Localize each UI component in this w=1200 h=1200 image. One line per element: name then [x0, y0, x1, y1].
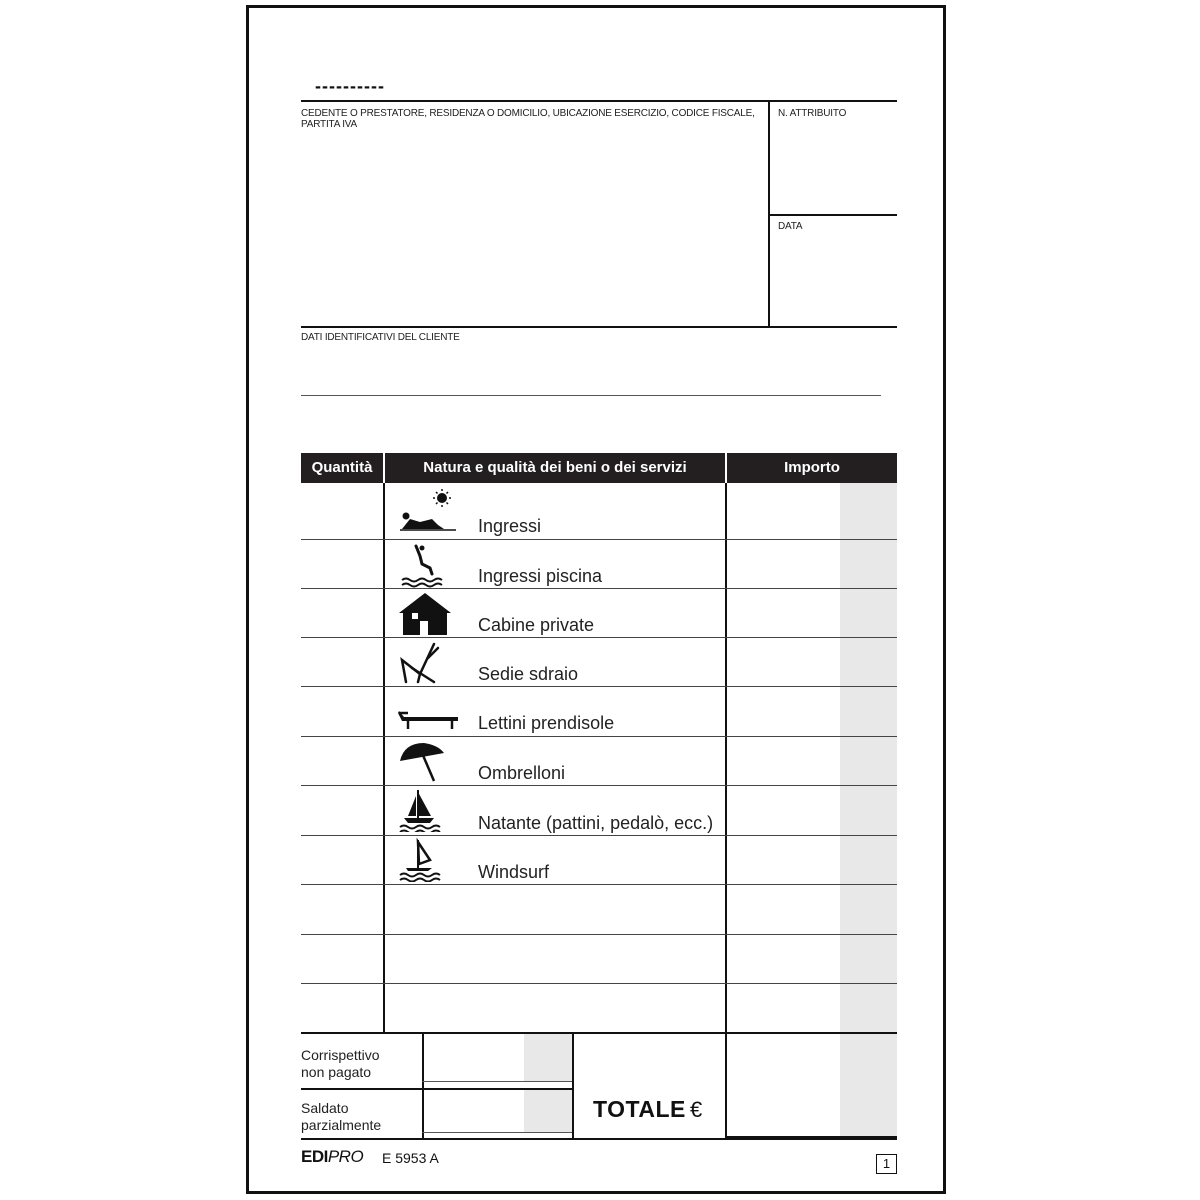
- column-header-quantity: Quantità: [311, 459, 373, 476]
- partial-amount-field[interactable]: [426, 1092, 520, 1132]
- partial-underline: [422, 1132, 572, 1133]
- footer-top-rule: [301, 1032, 897, 1034]
- table-row[interactable]: [301, 687, 897, 737]
- deck-chair-icon: [398, 640, 458, 684]
- item-label: Sedie sdraio: [478, 664, 579, 684]
- unpaid-underline: [422, 1081, 572, 1082]
- seller-label: CEDENTE O PRESTATORE, RESIDENZA O DOMICILIO, UBICAZIONE ESERCIZIO, CODICE FISCALE, PARTITA IVA: [301, 108, 755, 130]
- item-label: Ingressi: [478, 516, 542, 536]
- form-code: E 5953 A: [382, 1150, 439, 1166]
- client-line: [301, 395, 881, 396]
- column-header-amount: Importo: [784, 459, 840, 476]
- table-row[interactable]: [301, 885, 897, 935]
- table-row[interactable]: [301, 836, 897, 885]
- table-row[interactable]: [301, 540, 897, 589]
- client-label: DATI IDENTIFICATIVI DEL CLIENTE: [301, 332, 460, 343]
- number-field[interactable]: [773, 124, 893, 210]
- number-date-divider: [768, 214, 897, 216]
- item-label: Ombrelloni: [478, 763, 566, 783]
- header-bottom-rule: [301, 326, 897, 328]
- date-field[interactable]: [773, 236, 893, 322]
- total-label: TOTALE: [593, 1096, 686, 1122]
- page-number: 1: [876, 1154, 897, 1174]
- footer-divider-1: [422, 1032, 424, 1139]
- table-row[interactable]: [301, 935, 897, 984]
- brand-logo: EDIPRO: [301, 1147, 364, 1166]
- total-decimals-shading: [840, 1034, 897, 1136]
- sunbathing-icon: [398, 489, 458, 533]
- sunbed-icon: [398, 691, 458, 735]
- table-row[interactable]: [301, 589, 897, 638]
- item-label: Windsurf: [478, 862, 550, 882]
- number-label: N. ATTRIBUITO: [778, 108, 847, 119]
- receipt-form: [246, 5, 946, 1194]
- client-field[interactable]: [301, 348, 881, 394]
- cabin-house-icon: [398, 591, 458, 635]
- partial-decimals-shading: [524, 1090, 572, 1132]
- table-row[interactable]: [301, 786, 897, 836]
- receipt-number-placeholder: ----------: [315, 76, 385, 96]
- windsurf-icon: [398, 838, 458, 882]
- footer-bottom-rule: [301, 1138, 897, 1140]
- sailboat-icon: [398, 788, 458, 832]
- seller-field[interactable]: [301, 124, 763, 322]
- unpaid-amount-field[interactable]: [426, 1036, 520, 1080]
- table-row[interactable]: [301, 638, 897, 687]
- header-top-rule: [301, 100, 897, 102]
- currency-symbol: €: [690, 1097, 703, 1122]
- unpaid-decimals-shading: [524, 1034, 572, 1081]
- footer-divider-3: [725, 1032, 727, 1139]
- unpaid-label: Corrispettivo non pagato: [301, 1047, 380, 1080]
- diving-icon: [398, 544, 458, 588]
- table-row[interactable]: [301, 483, 897, 540]
- item-label: Lettini prendisole: [478, 713, 615, 733]
- partial-label: Saldato parzialmente: [301, 1100, 382, 1133]
- umbrella-icon: [398, 739, 458, 783]
- table-row[interactable]: [301, 737, 897, 786]
- table-row[interactable]: [301, 984, 897, 1033]
- item-label: Natante (pattini, pedalò, ecc.): [478, 813, 714, 833]
- column-header-description: Natura e qualità dei beni o dei servizi: [423, 459, 687, 476]
- total-amount-field[interactable]: [729, 1036, 837, 1134]
- total-box-bottom: [725, 1136, 897, 1138]
- table-header: [301, 453, 897, 483]
- footer-divider-2: [572, 1032, 574, 1139]
- date-label: DATA: [778, 221, 803, 232]
- item-label: Cabine private: [478, 615, 595, 635]
- item-label: Ingressi piscina: [478, 566, 603, 586]
